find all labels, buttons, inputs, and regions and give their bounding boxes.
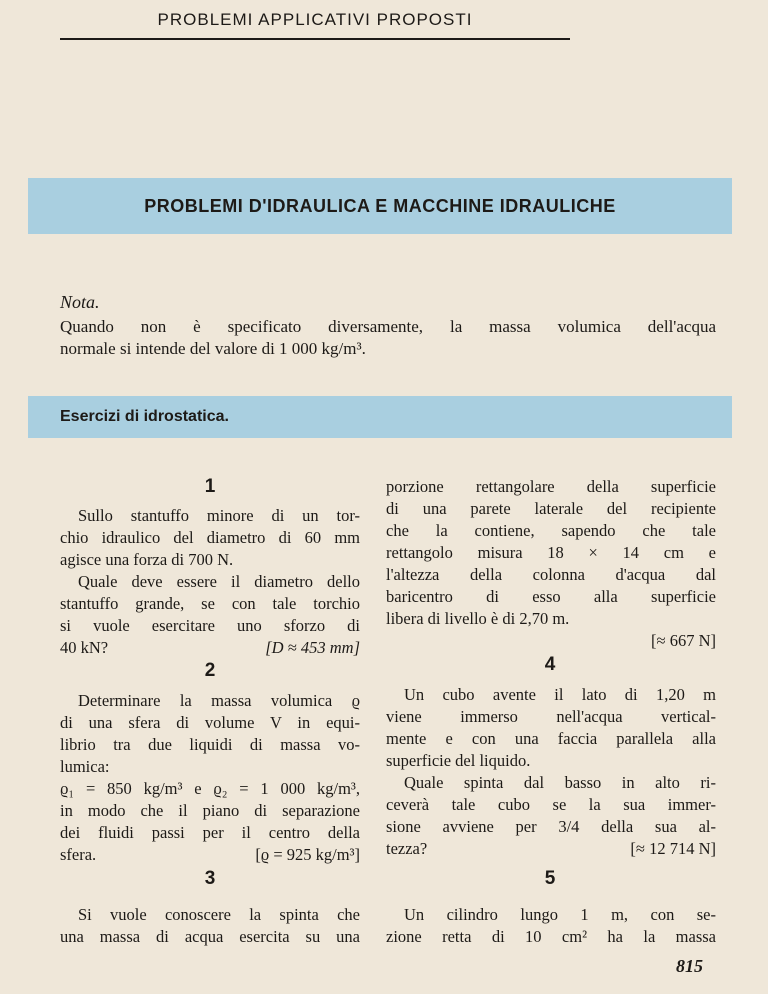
text-line: di una sfera di volume V in equi- bbox=[60, 713, 360, 732]
text-line: Si vuole conoscere la spinta che bbox=[78, 905, 360, 924]
problem-number-5: 5 bbox=[544, 868, 556, 889]
text-line: agisce una forza di 700 N. bbox=[60, 550, 234, 569]
problem-4-text bbox=[386, 684, 716, 860]
text-line: sione avviene per 3/4 della sua al- bbox=[386, 817, 716, 836]
text-line: Quale deve essere il diametro dello bbox=[78, 572, 360, 591]
text-line: mente e con una faccia parallela alla bbox=[386, 729, 716, 748]
text-line: Quale spinta dal basso in alto ri- bbox=[404, 773, 716, 792]
problem-2-text bbox=[60, 690, 360, 866]
answer: [≈ 12 714 N] bbox=[630, 839, 716, 858]
answer-line bbox=[386, 838, 716, 860]
problem-number-4: 4 bbox=[544, 654, 556, 675]
text-line: libera di livello è di 2,70 m. bbox=[386, 609, 570, 628]
text-line: in modo che il piano di separazione bbox=[60, 801, 360, 820]
answer: [ϱ = 925 kg/m³] bbox=[255, 845, 360, 864]
text-line: ϱ₁ = 850 kg/m³ e ϱ₂ = 1 000 kg/m³, bbox=[60, 779, 360, 798]
problem-number-1: 1 bbox=[204, 476, 216, 497]
page-number: 815 bbox=[676, 956, 703, 976]
text-line: dei fluidi passi per il centro della bbox=[60, 823, 360, 842]
subsection-title: Esercizi di idrostatica. bbox=[60, 408, 229, 425]
problem-3-continued bbox=[386, 476, 716, 652]
text-line: stantuffo grande, se con tale torchio bbox=[60, 594, 360, 613]
text-line: tezza? bbox=[386, 839, 428, 858]
text-line: che la contiene, sapendo che tale bbox=[386, 521, 716, 540]
nota-line: Quando non è specificato diversamente, la massa volumica dell'acqua bbox=[60, 317, 716, 336]
text-line: Un cubo avente il lato di 1,20 m bbox=[404, 685, 716, 704]
problem-1-text bbox=[60, 505, 360, 659]
text-line: librio tra due liquidi di massa vo- bbox=[60, 735, 360, 754]
text-line: si vuole esercitare uno sforzo di bbox=[60, 616, 360, 635]
problem-3-text bbox=[60, 904, 360, 948]
problem-5-text bbox=[386, 904, 716, 948]
answer-line bbox=[60, 844, 360, 866]
text-line: di una parete laterale del recipiente bbox=[386, 499, 716, 518]
nota-line: normale si intende del valore di 1 000 kg/m³. bbox=[60, 339, 366, 358]
header-rule bbox=[60, 38, 570, 40]
text-line: superficie del liquido. bbox=[386, 751, 531, 770]
text-line: chio idraulico del diametro di 60 mm bbox=[60, 528, 360, 547]
text-line: ceverà tale cubo se la sua immer- bbox=[386, 795, 716, 814]
text-line: baricentro di esso alla superficie bbox=[386, 587, 716, 606]
text-line: Determinare la massa volumica ϱ bbox=[78, 691, 360, 710]
text-line: sfera. bbox=[60, 845, 97, 864]
nota-text bbox=[60, 316, 716, 360]
text-line: 40 kN? bbox=[60, 638, 109, 657]
text-line: l'altezza della colonna d'acqua dal bbox=[386, 565, 716, 584]
text-line: Un cilindro lungo 1 m, con se- bbox=[404, 905, 716, 924]
text-line: lumica: bbox=[60, 757, 110, 776]
answer-line bbox=[60, 637, 360, 659]
answer: [≈ 667 N] bbox=[651, 631, 716, 650]
text-line: una massa di acqua esercita su una bbox=[60, 927, 360, 946]
answer: [D ≈ 453 mm] bbox=[265, 638, 360, 657]
running-header: PROBLEMI APPLICATIVI PROPOSTI bbox=[157, 10, 473, 29]
problem-number-3: 3 bbox=[204, 868, 216, 889]
text-line: rettangolo misura 18 × 14 cm e bbox=[386, 543, 716, 562]
problem-number-2: 2 bbox=[204, 660, 216, 681]
text-line: zione retta di 10 cm² ha la massa bbox=[386, 927, 716, 946]
section-title: PROBLEMI D'IDRAULICA E MACCHINE IDRAULICHE bbox=[144, 195, 616, 216]
nota-label: Nota. bbox=[60, 292, 100, 312]
text-line: porzione rettangolare della superficie bbox=[386, 477, 716, 496]
text-line: viene immerso nell'acqua vertical- bbox=[386, 707, 716, 726]
text-line: Sullo stantuffo minore di un tor- bbox=[78, 506, 360, 525]
